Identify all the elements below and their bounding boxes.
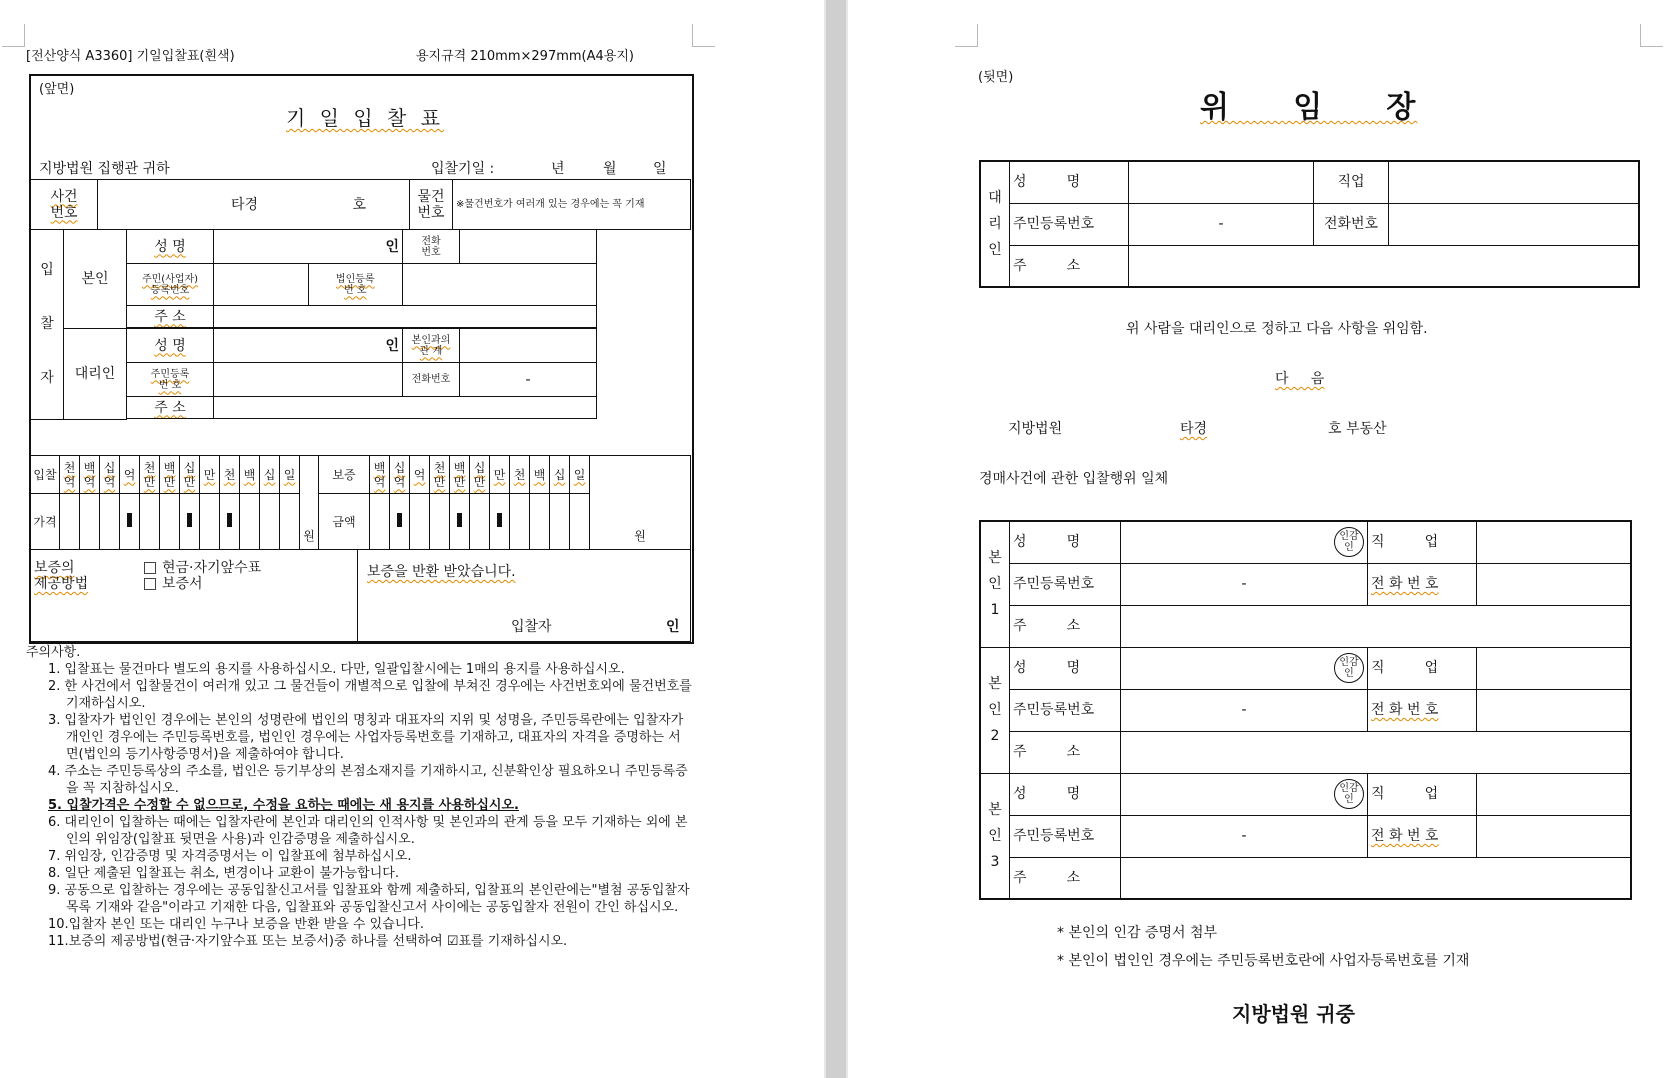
principal-seal: 인: [385, 238, 399, 255]
agent-reg-label: 주민등록 번 호: [127, 363, 214, 397]
case-scope-text: 경매사건에 관한 입찰행위 일체: [979, 471, 1169, 487]
relation-label: 본인과의 관 계: [403, 329, 460, 363]
note-item: 11.보증의 제공방법(현금·자기앞수표 또는 보증서)중 하나를 선택하여 ☑표를 기재하십시오.: [48, 934, 568, 949]
principal-phone-label: 전 화 번 호: [1368, 815, 1477, 857]
poa-title: 위 임 장: [1200, 90, 1418, 125]
principal-reg-field[interactable]: -: [1121, 689, 1368, 731]
principal-address-label: 주 소: [1010, 605, 1121, 647]
principal-job-label: 직 업: [1368, 773, 1477, 815]
principals-table: [979, 520, 1632, 900]
note-item: 1. 입찰표는 물건마다 별도의 용지를 사용하십시오. 다만, 일괄입찰시에는 1매의 용지를 사용하십시오.: [48, 662, 625, 677]
digit-unit: 백만: [160, 456, 180, 494]
agent-phone-field[interactable]: [1389, 203, 1640, 245]
case-no-label: 사건 번호: [31, 180, 98, 230]
digit-box[interactable]: [80, 494, 100, 550]
note-item: 6. 대리인이 입찰하는 때에는 입찰자란에 본인과 대리인의 인적사항 및 본인과의 관계 등을 모두 기재하는 외에 본인의 위임장(입찰표 뒷면을 사용)과 인감증명을 제출하십시오.: [48, 815, 688, 847]
note-item: 2. 한 사건에서 입찰물건이 여러개 있고 그 물건들이 개별적으로 입찰에 부쳐진 경우에는 사건번호외에 물건번호를 기재하십시오.: [48, 679, 692, 711]
principal-name-label: 성 명: [1010, 773, 1121, 815]
addressee: 지방법원 집행관 귀하: [39, 161, 170, 177]
bidder-label: 입 찰 자: [40, 262, 54, 387]
deposit-won: 원: [590, 456, 691, 550]
principal-phone-label: 전화 번호: [403, 230, 460, 264]
note-item: 10.입찰자 본인 또는 대리인 누구나 보증을 반환 받을 수 있습니다.: [48, 917, 424, 932]
deposit-return-cell: [358, 550, 691, 642]
deposit-method-table: [30, 549, 691, 642]
digit-box[interactable]: [390, 494, 410, 550]
bidder-label-cell: [31, 230, 64, 420]
principal-phone-field[interactable]: [1477, 689, 1632, 731]
principal-reg-label: 주민등록번호: [1010, 689, 1121, 731]
principal-1-cell: [980, 521, 1010, 647]
principal-1-label: 본 인 1: [988, 550, 1002, 619]
principal-address-label: 주 소: [127, 306, 214, 328]
bid-date-label: 입찰기일 :: [431, 161, 495, 177]
bid-date-year: 년: [551, 161, 565, 177]
deposit-method-cell: [31, 550, 358, 642]
agent-side-label: 대 리 인: [988, 190, 1002, 258]
principal-job-label: 직 업: [1368, 647, 1477, 689]
deposit-label: 보증: [319, 456, 370, 494]
agent-phone-label: 전화번호: [1314, 203, 1389, 245]
bid-form: [29, 74, 694, 644]
agent-address-label: 주 소: [127, 397, 214, 419]
delegation-text: 위 사람을 대리인으로 정하고 다음 사항을 위임함.: [1126, 321, 1428, 337]
digit-unit: 십억: [100, 456, 120, 494]
page-gutter: [826, 0, 846, 1078]
form-title: 기 일 입 찰 표: [286, 106, 445, 130]
digit-unit: 십: [550, 456, 570, 494]
agent-address-field[interactable]: [1129, 245, 1640, 287]
corp-reg-field[interactable]: [403, 264, 597, 306]
method-cash-label: 현금·자기앞수표: [162, 560, 262, 576]
digit-unit: 일: [570, 456, 590, 494]
digit-unit: 천만: [430, 456, 450, 494]
bid-price-label-2: 가격: [31, 494, 60, 550]
agent-job-field[interactable]: [1389, 161, 1640, 203]
digit-box[interactable]: [140, 494, 160, 550]
case-type-text: 타경: [1180, 421, 1208, 437]
principal-phone-label: 전 화 번 호: [1368, 563, 1477, 605]
principal-2-cell: [980, 647, 1010, 773]
principal-reg-label: 주민(사업자) 등록번호: [127, 264, 214, 306]
digit-box[interactable]: [430, 494, 450, 550]
agent-seal: 인: [385, 337, 399, 354]
principal-name-field[interactable]: [214, 230, 403, 264]
principal-reg-field[interactable]: -: [1121, 563, 1368, 605]
principal-name-field[interactable]: [1121, 647, 1368, 689]
digit-box[interactable]: [450, 494, 470, 550]
digit-box[interactable]: [550, 494, 570, 550]
digit-unit: 백만: [450, 456, 470, 494]
digit-unit: 일: [280, 456, 300, 494]
agent-address-field[interactable]: [214, 397, 597, 419]
relation-field[interactable]: [460, 329, 597, 363]
item-no-label: 물건 번호: [410, 180, 453, 230]
case-middle-text: 타경: [231, 196, 259, 213]
digit-box[interactable]: [490, 494, 510, 550]
digit-box[interactable]: [180, 494, 200, 550]
principal-name-field[interactable]: [1121, 521, 1368, 563]
agent-name-field[interactable]: [1129, 161, 1314, 203]
digit-unit: 십만: [470, 456, 490, 494]
separator-mark: [227, 513, 232, 527]
digit-box[interactable]: [530, 494, 550, 550]
corp-reg-label: 법인등록 번 호: [308, 264, 403, 306]
agent-side-cell: [980, 161, 1010, 287]
principal-address-field[interactable]: [1121, 605, 1632, 647]
digit-box[interactable]: [160, 494, 180, 550]
digit-box[interactable]: [60, 494, 80, 550]
digit-box[interactable]: [370, 494, 390, 550]
principal-address-label: 주 소: [1010, 731, 1121, 773]
agent-job-label: 직업: [1314, 161, 1389, 203]
agent-name-field[interactable]: [214, 329, 403, 363]
method-cash-option[interactable]: [144, 560, 261, 576]
principal-name-label: 성 명: [1010, 521, 1121, 563]
principal-address-field[interactable]: [1121, 857, 1632, 899]
digit-unit: 백: [530, 456, 550, 494]
return-signature[interactable]: [511, 619, 682, 635]
bidder-sign-label: 입찰자: [510, 619, 552, 635]
digit-box[interactable]: [470, 494, 490, 550]
case-row-table: [30, 179, 691, 230]
principal-3-cell: [980, 773, 1010, 899]
agent-reg-field[interactable]: -: [1129, 203, 1314, 245]
checkbox-icon[interactable]: [144, 578, 156, 590]
digit-box[interactable]: [280, 494, 300, 550]
digit-box[interactable]: [100, 494, 120, 550]
back-label: (뒷면): [978, 70, 1014, 85]
agent-phone-label: 전화번호: [403, 363, 460, 397]
note-item: 7. 위임장, 인감증명 및 자격증명서는 이 입찰표에 첨부하십시오.: [48, 849, 412, 864]
deposit-label-2: 금액: [319, 494, 370, 550]
method-bond-option[interactable]: [144, 576, 261, 592]
principal-reg-label: 주민등록번호: [1010, 815, 1121, 857]
paper-size-header: 용지규격 210mm×297mm(A4용지): [416, 49, 634, 64]
agent-phone-field[interactable]: -: [460, 363, 597, 397]
digit-unit: 백억: [80, 456, 100, 494]
agent-address-label: 주 소: [1010, 245, 1129, 287]
digit-unit: 천만: [140, 456, 160, 494]
note-item: 9. 공동으로 입찰하는 경우에는 공동입찰신고서를 입찰표와 함께 제출하되, 입찰표의 본인란에는"별첨 공동입찰자목록 기재와 같음"이라고 기재한 다음, 입찰표와 공동입찰신고서 사이에는 공동입찰자 전원이 간인 하십시오.: [48, 883, 690, 915]
digit-unit: 만: [490, 456, 510, 494]
page-corner-mark: [955, 24, 978, 47]
bid-date-day: 일: [653, 161, 667, 177]
digit-unit: 만: [200, 456, 220, 494]
note-item: 5. 입찰가격은 수정할 수 없으므로, 수정을 요하는 때에는 새 용지를 사용하십시오.: [48, 798, 519, 813]
agent-name-label: 성 명: [127, 329, 214, 363]
note-item: 3. 입찰자가 법인인 경우에는 본인의 성명란에 법인의 명칭과 대표자의 지위 및 성명을, 주민등록란에는 입찰자가 개인인 경우에는 주민등록번호를, 법인인 경우에는 사업자등록번호를 기재하고, 대표자의 자격을 증명하는 서면(법인의 등기사항증명서)을 제출하여야 합니다.: [48, 713, 684, 762]
footnote-2: * 본인이 법인인 경우에는 주민등록번호란에 사업자등록번호를 기재: [1057, 953, 1470, 969]
page-gutter-right-edge: [846, 0, 848, 1078]
reason-title: 다 음: [1275, 371, 1325, 387]
digit-unit: 억: [410, 456, 430, 494]
separator-mark: [457, 513, 462, 527]
principal-job-field[interactable]: [1477, 773, 1632, 815]
digit-box[interactable]: [410, 494, 430, 550]
bid-price-label: 입찰: [31, 456, 60, 494]
digit-unit: 십억: [390, 456, 410, 494]
principal-reg-field[interactable]: -: [1121, 815, 1368, 857]
principal-2-label: 본 인 2: [988, 676, 1002, 744]
digit-unit: 십만: [180, 456, 200, 494]
principal-3-label: 본 인 3: [988, 801, 1002, 870]
case-no-field[interactable]: [98, 180, 410, 230]
principal-name-label: 성 명: [1010, 647, 1121, 689]
checkbox-icon[interactable]: [144, 562, 156, 574]
bidder-sign-seal: 인: [666, 619, 680, 635]
price-table: [30, 455, 691, 550]
item-no-note[interactable]: ※물건번호가 여러개 있는 경우에는 꼭 기재: [453, 180, 691, 230]
seal-icon: 인감 인: [1334, 779, 1364, 809]
digit-box[interactable]: [570, 494, 590, 550]
front-label: (앞면): [39, 82, 75, 97]
footnote-1: * 본인의 인감 증명서 첨부: [1057, 925, 1218, 941]
court-name-field: 지방법원: [1008, 421, 1063, 437]
property-text: 호 부동산: [1328, 421, 1387, 437]
seal-icon: 인감 인: [1334, 527, 1364, 557]
principal-reg-field[interactable]: [214, 264, 309, 306]
agent-label: 대리인: [64, 329, 127, 420]
separator-mark: [187, 513, 192, 527]
digit-unit: 억: [120, 456, 140, 494]
principal-job-field[interactable]: [1477, 521, 1632, 563]
agent-reg-field[interactable]: [214, 363, 403, 397]
deposit-method-label: 보증의 제공방법: [34, 560, 89, 592]
notes-section: [26, 644, 692, 950]
digit-unit: 천: [510, 456, 530, 494]
agent-name-label: 성 명: [1010, 161, 1129, 203]
principal-address-field[interactable]: [214, 306, 597, 328]
page-corner-mark: [692, 24, 715, 47]
separator-mark: [397, 513, 402, 527]
case-suffix-text: 호: [352, 196, 367, 213]
principal-name-label: 성 명: [127, 230, 214, 264]
principal-address-label: 주 소: [1010, 857, 1121, 899]
principal-phone-label: 전 화 번 호: [1368, 689, 1477, 731]
digit-box[interactable]: [200, 494, 220, 550]
form-code-header: [전산양식 A3360] 기일입찰표(흰색): [26, 49, 235, 64]
bidder-table: [30, 229, 691, 420]
digit-box[interactable]: [260, 494, 280, 550]
page-corner-mark: [1640, 24, 1663, 47]
page-corner-mark: [2, 24, 25, 47]
principal-job-field[interactable]: [1477, 647, 1632, 689]
principal-phone-field[interactable]: [1477, 815, 1632, 857]
agent-reg-label: 주민등록번호: [1010, 203, 1129, 245]
bid-date-month: 월: [603, 161, 617, 177]
separator-mark: [497, 513, 502, 527]
note-item: 4. 주소는 주민등록상의 주소를, 법인은 등기부상의 본점소재지를 기재하시고, 신분확인상 필요하오니 주민등록증을 꼭 지참하십시오.: [48, 764, 688, 796]
digit-unit: 백억: [370, 456, 390, 494]
digit-unit: 백: [240, 456, 260, 494]
deposit-return-text: 보증을 반환 받았습니다.: [367, 564, 516, 580]
seal-icon: 인감 인: [1334, 653, 1364, 683]
separator-mark: [127, 513, 132, 527]
principal-address-field[interactable]: [1121, 731, 1632, 773]
principal-label: 본인: [64, 230, 127, 329]
notes-title: 주의사항.: [26, 645, 81, 660]
agent-info-table: [979, 160, 1640, 288]
digit-unit: 십: [260, 456, 280, 494]
digit-box[interactable]: [510, 494, 530, 550]
method-bond-label: 보증서: [162, 576, 203, 592]
digit-box[interactable]: [220, 494, 240, 550]
principal-reg-label: 주민등록번호: [1010, 563, 1121, 605]
digit-unit: 천: [220, 456, 240, 494]
digit-box[interactable]: [240, 494, 260, 550]
digit-box[interactable]: [120, 494, 140, 550]
principal-phone-field[interactable]: [1477, 563, 1632, 605]
digit-unit: 천억: [60, 456, 80, 494]
closing-text: 지방법원 귀중: [1232, 1002, 1355, 1026]
principal-name-field[interactable]: [1121, 773, 1368, 815]
principal-job-label: 직 업: [1368, 521, 1477, 563]
note-item: 8. 일단 제출된 입찰표는 취소, 변경이나 교환이 불가능합니다.: [48, 866, 399, 881]
bid-price-won: 원: [300, 456, 319, 550]
principal-phone-field[interactable]: [460, 230, 597, 264]
